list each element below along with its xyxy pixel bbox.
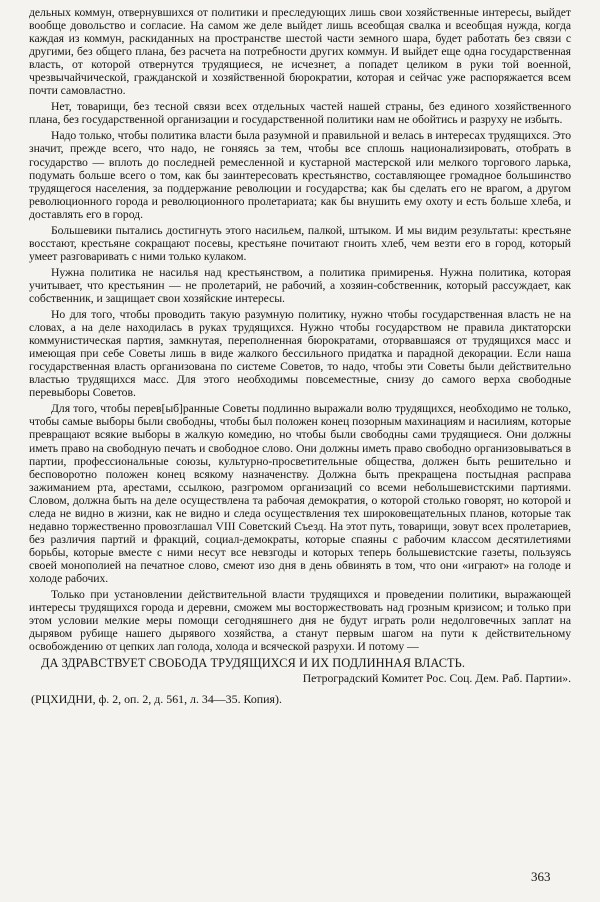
page-number: 363 [531,869,551,884]
slogan: ДА ЗДРАВСТВУЕТ СВОБОДА ТРУДЯЩИХСЯ И ИХ ПОДЛИННАЯ ВЛАСТЬ. [41,656,465,671]
paragraph-soviets: Но для того, чтобы проводить такую разумную политику, нужно чтобы государственная власть не на словах, а на деле находилась в руках трудящихся. Нужно чтобы государством не правила диктаторски коммунистическая партия, замкнутая, переполненная бюрократами, оторвавшаяся от трудящихся масс и имеющая при себе Советы лишь в виде жалкого бессильного придатка и парадной декорации. Если наша государственная власть организована по системе Советов, то надо, чтобы эти Советы были действительно властью трудящихся масс. Для этого необходимы повсеместные, снизу до самого верха свободные перевыборы Советов. [29,308,571,400]
document-page [29,6,571,706]
paragraph-free-elections: Для того, чтобы перев[ыб]ранные Советы подлинно выражали волю трудящихся, необходимо не только, чтобы самые выборы были свободны, чтобы был положен конец позорным махинациям и насилиям, которые превращают всякие выборы в жалкую комедию, но чтобы были свободны сами трудящиеся. Они должны иметь право на свободную печать и свободное слово. Они должны иметь право свободно организовываться в партии, профессиональные союзы, культурно-просветительные общества, должен быть решительно и бесповоротно положен конец всякому назначенству. Должна быть прекращена постыдная расправа зажиманием рта, арестами, ссылкою, разгромом организаций со всеми небольшевистскими партиями. Словом, должна быть на деле осуществлена та рабочая демократия, о которой столько говорят, но которой и следа не видно в жизни, как не видно и следа осуществления тех широковещательных планов, которые так недавно торжественно провозглашал VIII Советский Съезд. На этот путь, товарищи, зовут всех пролетариев, без различия партий и фракций, социал-демократы, которые спаяны с рабочим классом десятилетиями борьбы, которые вместе с ними несут все невзгоды и которых теперь большевистские газеты, пользуясь своей монополией на печатное слово, смеют изо дня в день обвинять в том, что они «играют» на голоде и холоде рабочих. [29,402,571,585]
paragraph-reconciliation: Нужна политика не насилья над крестьянством, а политика примиренья. Нужна политика, которая учитывает, что крестьянин — не пролетарий, не рабочий, а хозяин-собственник, который рассуждает, как собственник, и защищает свои хозяйские интересы. [29,265,571,305]
paragraph-policy: Надо только, чтобы политика власти была разумной и правильной и велась в интересах трудящихся. Это значит, прежде всего, что надо, не гоняясь за тем, чтобы все сплошь национализировать, отобрать в государство — вплоть до последней ремесленной и кустарной мастерской или мелкого торгового ларька, подумать больше всего о том, как бы заинтересовать крестьянство, составляющее громадное большинство трудящегося населения, за поддержание революции и государства; как бы сделать его не врагом, а другом революционного города и революционного пролетариата; как бы внушить ему охоту и есть больше хлеба, и доставлять его в город. [29,129,571,221]
archive-reference: (РЦХИДНИ, ф. 2, оп. 2, д. 561, л. 34—35. Копия). [31,692,282,707]
paragraph-bolsheviks: Большевики пытались достигнуть этого насильем, палкой, штыком. И мы видим результаты: крестьяне восстают, крестьяне сокращают посевы, крестьяне почитают гноить хлеб, чем везти его в город, который умеет разговаривать с ними только кулаком. [29,223,571,263]
signature: Петроградский Комитет Рос. Соц. Дем. Раб. Партии». [302,672,571,686]
paragraph-conclusion: Только при установлении действительной власти трудящихся и проведении политики, выражающей интересы трудящихся города и деревни, сможем мы восторжествовать над грозным кризисом; и только при этом условии мелкие меры помощи сегодняшнего дня не будут играть роли недолговечных заплат на дырявом рубище нашего дырявого хозяйства, а станут первым шагом на пути к действительному освобождению от цепких лап голода, холода и всяческой разрухи. И потому — [29,588,571,654]
paragraph-continuation: дельных коммун, отвернувшихся от политики и преследующих лишь свои хозяйственные интересы, выйдет вообще довольство и согласие. На самом же деле выйдет лишь всеобщая свалка и всеобщая нужда, когда каждая из коммун, раскиданных на пространстве шестой части земного шара, будет работать без связи с другими, без общего плана, без расчета на потребности других коммун. И выйдет еще одна государственная власть, от которой отвернутся трудящиеся, не исчезнет, а попадет целиком в руки той военной, чрезвычайчической, гражданской и хозяйственной бюрократии, которая и сейчас уже распоряжается всем почти самовластно. [29,6,571,98]
paragraph-unity: Нет, товарищи, без тесной связи всех отдельных частей нашей страны, без единого хозяйственного плана, без государственной организации и государственной политики нам не обойтись и разруху не избыть. [29,100,571,127]
